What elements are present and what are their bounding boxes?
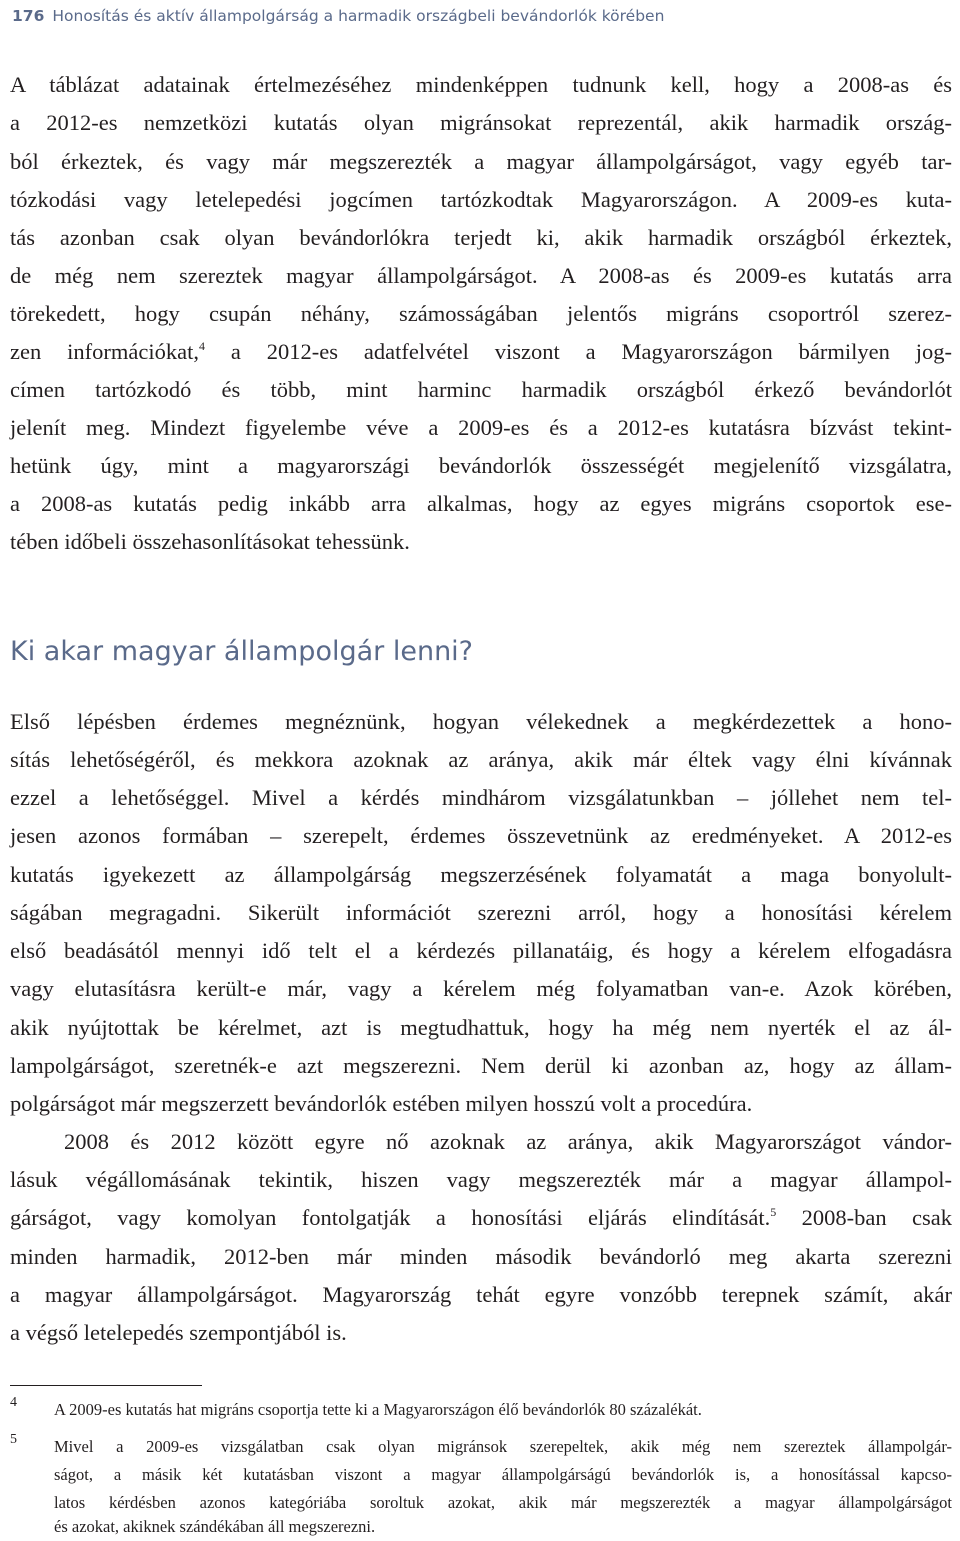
text-line: ezzel a lehetőséggel. Mivel a kérdés mindhárom vizsgálatunkban – jóllehet nem tel- [10, 785, 952, 810]
footnote-line: Mivel a 2009-es vizsgálatban csak olyan migránsok szerepeltek, akik még nem szereztek állampolgár- [54, 1437, 952, 1456]
footnote-number: 4 [10, 1395, 17, 1410]
footnote-ref-5[interactable]: 5 [770, 1205, 777, 1219]
text-line: tében időbeli összehasonlításokat tehessünk. [10, 529, 410, 554]
text-line: törekedett, hogy csupán néhány, számosságában jelentős migráns csoportról szerez- [10, 301, 952, 326]
text-line: címen tartózkodó és több, mint harminc harmadik országból érkező bevándorlót [10, 377, 952, 402]
footnote-line: és azokat, akiknek szándékában áll megszerezni. [54, 1517, 376, 1536]
text-line: sítás lehetőségéről, és mekkora azoknak az aránya, akik már éltek vagy élni kívánnak [10, 747, 952, 772]
text-line: A táblázat adatainak értelmezéséhez mindenképpen tudnunk kell, hogy a 2008-as és [10, 72, 952, 97]
page-number: 176 [12, 7, 45, 25]
footnote-separator [10, 1385, 202, 1386]
text-segment: gárságot, vagy komolyan fontolgatják a honosítási eljárás elindítását. [10, 1205, 771, 1230]
text-line: lásuk végállomásának tekintik, hiszen vagy megszerezték már a magyar állampol- [10, 1167, 952, 1192]
text-line: kutatás igyekezett az állampolgárság megszerzésének folyamatát a maga bonyolult- [10, 862, 952, 887]
footnote-line: A 2009-es kutatás hat migráns csoportja tette ki a Magyarországon élő bevándorlók 80 százalékát. [54, 1400, 702, 1419]
text-line: a 2008-as kutatás pedig inkább arra alkalmas, hogy az egyes migráns csoportok ese- [10, 491, 952, 516]
text-line: jelenít meg. Mindezt figyelembe véve a 2009-es és a 2012-es kutatásra bízvást tekint- [10, 415, 952, 440]
text-line: minden harmadik, 2012-ben már minden második bevándorló meg akarta szerezni [10, 1244, 952, 1269]
text-line: vagy elutasításra került-e már, vagy a kérelem még folyamatban van-e. Azok körében, [10, 976, 952, 1001]
text-line [10, 333, 952, 371]
running-head-title: Honosítás és aktív állampolgárság a harmadik országbeli bevándorlók körében [52, 7, 665, 25]
running-head [12, 4, 952, 28]
text-segment: zen információkat, [10, 339, 199, 364]
text-line: jesen azonos formában – szerepelt, érdemes összevetnünk az eredményeket. A 2012-es [10, 823, 952, 848]
footnote-ref-4[interactable]: 4 [198, 339, 205, 353]
text-line: a magyar állampolgárságot. Magyarország tehát egyre vonzóbb terepnek számít, akár [10, 1282, 952, 1307]
text-line: lampolgárságot, szeretnék-e azt megszerezni. Nem derül ki azonban az, hogy az állam- [10, 1053, 952, 1078]
text-segment: 2008-ban csak [776, 1205, 952, 1230]
text-line: ból érkeztek, és vagy már megszerezték a magyar állampolgárságot, vagy egyéb tar- [10, 149, 952, 174]
text-line: Első lépésben érdemes megnéznünk, hogyan vélekednek a megkérdezettek a hono- [10, 709, 952, 734]
text-line: akik nyújtottak be kérelmet, azt is megtudhattuk, hogy ha még nem nyerték el az ál- [10, 1015, 952, 1040]
footnote-line: latos kérdésben azonos kategóriába soroltuk azokat, akik már megszerezték a magyar állampolgárságot [54, 1493, 952, 1512]
text-line: de még nem szereztek magyar állampolgárságot. A 2008-as és 2009-es kutatás arra [10, 263, 952, 288]
text-line: ságában megragadni. Sikerült információt szerezni arról, hogy a honosítási kérelem [10, 900, 952, 925]
text-line: tózkodási vagy letelepedési jogcímen tartózkodtak Magyarországon. A 2009-es kuta- [10, 187, 952, 212]
section-heading: Ki akar magyar állampolgár lenni? [10, 636, 474, 667]
text-line: a 2012-es nemzetközi kutatás olyan migránsokat reprezentál, akik harmadik ország- [10, 110, 952, 135]
text-line [10, 1199, 952, 1237]
text-line: tás azonban csak olyan bevándorlókra terjedt ki, akik harmadik országból érkeztek, [10, 225, 952, 250]
text-line: 2008 és 2012 között egyre nő azoknak az aránya, akik Magyarországot vándor- [64, 1129, 952, 1154]
text-line: első beadásától mennyi idő telt el a kérdezés pillanatáig, és hogy a kérelem elfogadásra [10, 938, 952, 963]
text-segment: a 2012-es adatfelvétel viszont a Magyarországon bármilyen jog- [204, 339, 952, 364]
footnote-line: ságot, a másik két kutatásban viszont a magyar állampolgárságú bevándorlók is, a honosítással kapcso- [54, 1465, 952, 1484]
footnote-number: 5 [10, 1432, 17, 1447]
text-line: hetünk úgy, mint a magyarországi bevándorlók összességét megjelenítő vizsgálatra, [10, 453, 952, 478]
text-line: polgárságot már megszerzett bevándorlók estében milyen hosszú volt a procedúra. [10, 1091, 753, 1116]
text-line: a végső letelepedés szempontjából is. [10, 1320, 347, 1345]
